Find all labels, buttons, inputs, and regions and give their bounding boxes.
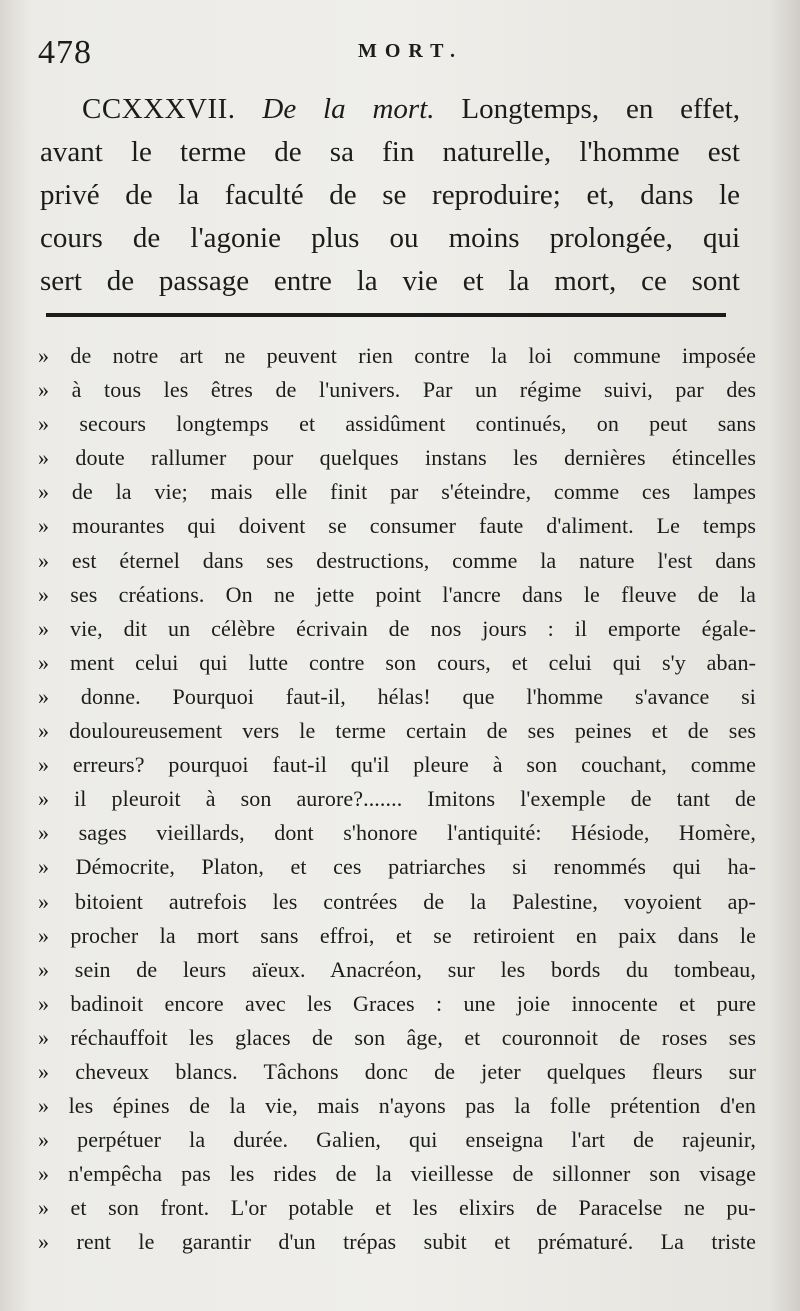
running-head: MORT. — [358, 40, 464, 62]
footnote-line: » ses créations. On ne jette point l'ancre dans le fleuve de la — [38, 581, 756, 607]
footnote — [38, 339, 756, 1260]
footnote-line: » est éternel dans ses destructions, comme la nature l'est dans — [38, 547, 756, 573]
section-first-line — [40, 88, 740, 131]
page-header — [38, 34, 758, 74]
footnote-separator-rule — [46, 313, 726, 317]
footnote-line: » mourantes qui doivent se consumer faute d'aliment. Le temps — [38, 513, 756, 539]
footnote-line: » les épines de la vie, mais n'ayons pas la folle prétention d'en — [38, 1093, 756, 1119]
footnote-line: » perpétuer la durée. Galien, qui enseigna l'art de rajeunir, — [38, 1127, 756, 1153]
footnote-line: » il pleuroit à son aurore?....... Imitons l'exemple de tant de — [38, 786, 756, 812]
footnote-line: » sein de leurs aïeux. Anacréon, sur les bords du tombeau, — [38, 956, 756, 982]
footnote-line: » rent le garantir d'un trépas subit et prématuré. La triste — [38, 1229, 756, 1255]
text-line: privé de la faculté de se reproduire; et, dans le — [40, 179, 740, 211]
footnote-line: » secours longtemps et assidûment continués, on peut sans — [38, 411, 756, 437]
footnote-line: » réchauffoit les glaces de son âge, et couronnoit de roses ses — [38, 1024, 756, 1050]
footnote-line: » sages vieillards, dont s'honore l'antiquité: Hésiode, Homère, — [38, 820, 756, 846]
footnote-line: » à tous les êtres de l'univers. Par un régime suivi, par des — [38, 377, 756, 403]
footnote-line: » n'empêcha pas les rides de la vieillesse de sillonner son visage — [38, 1161, 756, 1187]
footnote-line: » de la vie; mais elle finit par s'éteindre, comme ces lampes — [38, 479, 756, 505]
footnote-line: » Démocrite, Platon, et ces patriarches si renommés qui ha- — [38, 854, 756, 880]
footnote-line: » donne. Pourquoi faut-il, hélas! que l'homme s'avance si — [38, 683, 756, 709]
footnote-line: » procher la mort sans effroi, et se retiroient en paix dans le — [38, 922, 756, 948]
footnote-line: » cheveux blancs. Tâchons donc de jeter quelques fleurs sur — [38, 1058, 756, 1084]
footnote-line: » de notre art ne peuvent rien contre la loi commune imposée — [38, 343, 756, 368]
footnote-line: » doute rallumer pour quelques instans les dernières étincelles — [38, 445, 756, 471]
footnote-line: » et son front. L'or potable et les elixirs de Paracelse ne pu- — [38, 1195, 756, 1221]
footnote-line: » badinoit encore avec les Graces : une joie innocente et pure — [38, 990, 756, 1016]
section-first-line-text: Longtemps, en effet, — [461, 93, 741, 125]
main-text — [40, 88, 740, 303]
footnote-line: » vie, dit un célèbre écrivain de nos jours : il emporte égale- — [38, 615, 756, 641]
section-number: CCXXXVII. — [82, 93, 236, 125]
text-line: avant le terme de sa fin naturelle, l'homme est — [40, 136, 740, 168]
footnote-line: » douloureusement vers le terme certain de ses peines et de ses — [38, 718, 756, 744]
footnote-line: » ment celui qui lutte contre son cours, et celui qui s'y aban- — [38, 649, 756, 675]
footnote-line: » erreurs? pourquoi faut-il qu'il pleure à son couchant, comme — [38, 752, 756, 778]
text-line: sert de passage entre la vie et la mort, ce sont — [40, 265, 740, 297]
page-number: 478 — [38, 34, 92, 71]
text-line: cours de l'agonie plus ou moins prolongée, qui — [40, 222, 740, 254]
section-title: De la mort. — [262, 93, 435, 125]
footnote-line: » bitoient autrefois les contrées de la Palestine, voyoient ap- — [38, 888, 756, 914]
